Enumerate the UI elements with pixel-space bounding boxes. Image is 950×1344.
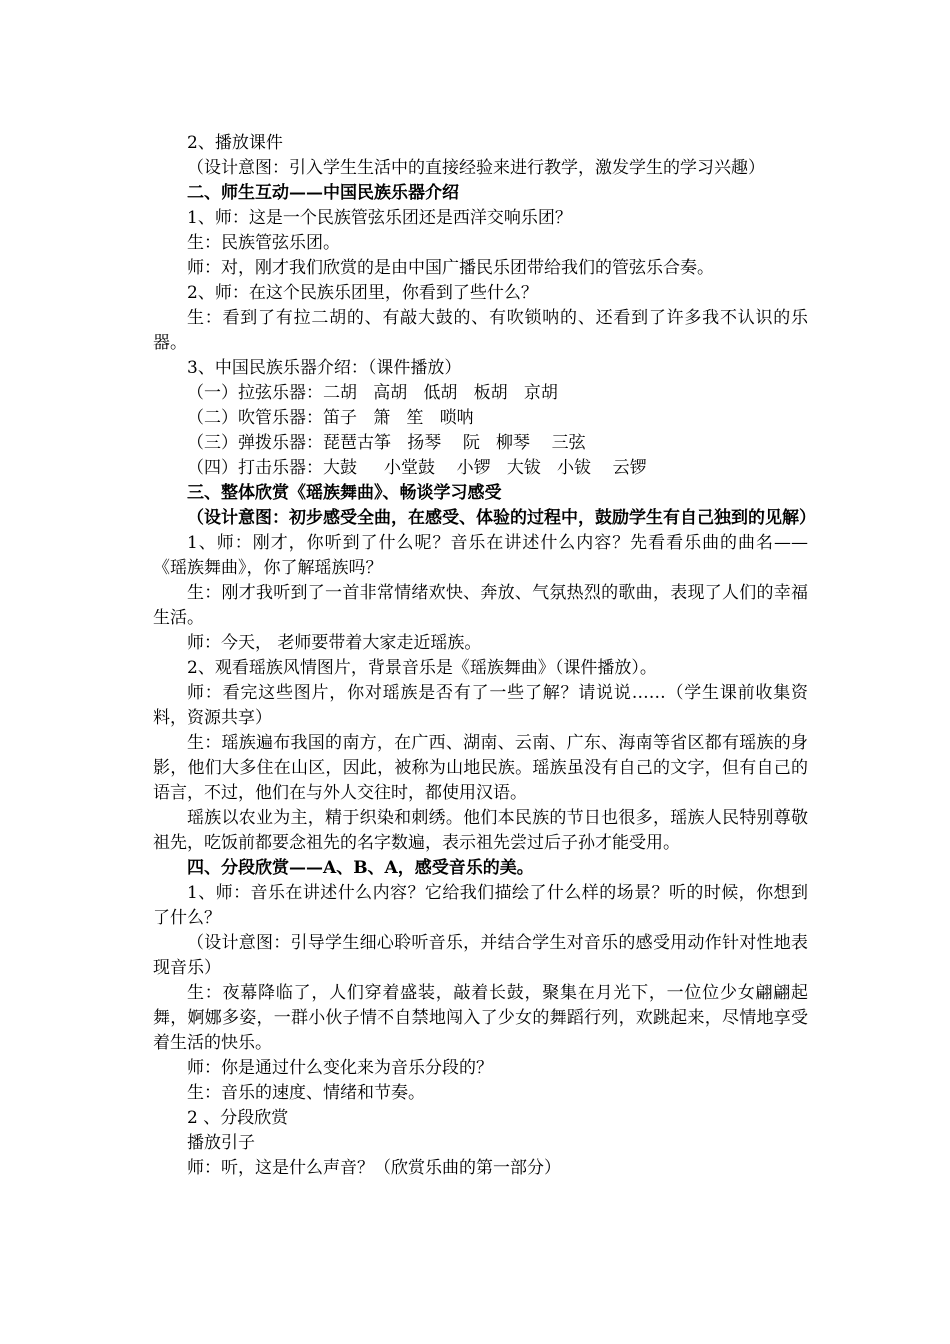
paragraph: 生：看到了有拉二胡的、有敲大鼓的、有吹锁呐的、还看到了许多我不认识的乐器。 bbox=[153, 308, 808, 353]
paragraph: 生：瑶族遍布我国的南方，在广西、湖南、云南、广东、海南等省区都有瑶族的身影，他们大多住在山区，因此，被称为山地民族。瑶族虽没有自己的文字，但有自己的语言，不过，他们在与外人交往时，都使用汉语。 bbox=[153, 733, 808, 803]
paragraph: 生：音乐的速度、情绪和节奏。 bbox=[187, 1083, 425, 1103]
paragraph: 瑶族以农业为主，精于织染和刺绣。他们本民族的节日也很多，瑶族人民特别尊敬祖先，吃饭前都要念祖先的名字数遍，表示祖先尝过后子孙才能受用。 bbox=[153, 808, 808, 853]
document-body bbox=[153, 131, 816, 1181]
section-heading-2: 二、师生互动——中国民族乐器介绍 bbox=[187, 183, 459, 203]
paragraph: 2、师：在这个民族乐团里，你看到了些什么？ bbox=[187, 283, 538, 303]
paragraph: 师：今天， 老师要带着大家走近瑶族。 bbox=[187, 633, 482, 653]
paragraph: 师：听，这是什么声音？（欣赏乐曲的第一部分） bbox=[187, 1158, 561, 1178]
instrument-list-item: （三）弹拨乐器：琵琶古筝 扬琴 阮 柳琴 三弦 bbox=[187, 433, 586, 453]
paragraph: 播放引子 bbox=[187, 1133, 255, 1153]
paragraph-design-intent-1: （设计意图：引入学生生活中的直接经验来进行教学，激发学生的学习兴趣） bbox=[187, 158, 765, 178]
paragraph: 师：你是通过什么变化来为音乐分段的？ bbox=[187, 1058, 493, 1078]
paragraph-design-intent-3: （设计意图：引导学生细心聆听音乐，并结合学生对音乐的感受用动作针对性地表现音乐） bbox=[153, 933, 808, 978]
paragraph-design-intent-2: （设计意图：初步感受全曲，在感受、体验的过程中，鼓励学生有自己独到的见解） bbox=[187, 508, 816, 528]
instrument-list-item: （一）拉弦乐器：二胡 高胡 低胡 板胡 京胡 bbox=[187, 383, 558, 403]
paragraph: 生：民族管弦乐团。 bbox=[187, 233, 340, 253]
paragraph: 3、中国民族乐器介绍：（课件播放） bbox=[187, 358, 462, 378]
paragraph: 2、观看瑶族风情图片，背景音乐是《瑶族舞曲》（课件播放）。 bbox=[187, 658, 657, 678]
paragraph-play-courseware: 2、播放课件 bbox=[187, 133, 283, 153]
section-heading-4: 四、分段欣赏——A、B、A，感受音乐的美。 bbox=[187, 858, 534, 878]
paragraph: 1、师：刚才，你听到了什么呢？音乐在讲述什么内容？先看看乐曲的曲名——《瑶族舞曲》，你了解瑶族吗？ bbox=[153, 533, 808, 578]
instrument-list-item: （四）打击乐器：大鼓 小堂鼓 小锣 大钹 小钹 云锣 bbox=[187, 458, 647, 478]
paragraph: 1、师：音乐在讲述什么内容？它给我们描绘了什么样的场景？听的时候，你想到了什么？ bbox=[153, 883, 808, 928]
paragraph: 2 、分段欣赏 bbox=[187, 1108, 289, 1128]
paragraph: 师：对，刚才我们欣赏的是由中国广播民乐团带给我们的管弦乐合奏。 bbox=[187, 258, 714, 278]
paragraph: 1、师：这是一个民族管弦乐团还是西洋交响乐团？ bbox=[187, 208, 572, 228]
section-heading-3: 三、整体欣赏《瑶族舞曲》、畅谈学习感受 bbox=[187, 483, 502, 503]
paragraph: 生：刚才我听到了一首非常情绪欢快、奔放、气氛热烈的歌曲，表现了人们的幸福生活。 bbox=[153, 583, 808, 628]
instrument-list-item: （二）吹管乐器：笛子 箫 笙 唢呐 bbox=[187, 408, 474, 428]
paragraph: 师：看完这些图片，你对瑶族是否有了一些了解？请说说……（学生课前收集资料，资源共享） bbox=[153, 683, 808, 728]
paragraph: 生：夜幕降临了，人们穿着盛装，敲着长鼓，聚集在月光下，一位位少女翩翩起舞，婀娜多姿，一群小伙子情不自禁地闯入了少女的舞蹈行列，欢跳起来，尽情地享受着生活的快乐。 bbox=[153, 983, 808, 1053]
